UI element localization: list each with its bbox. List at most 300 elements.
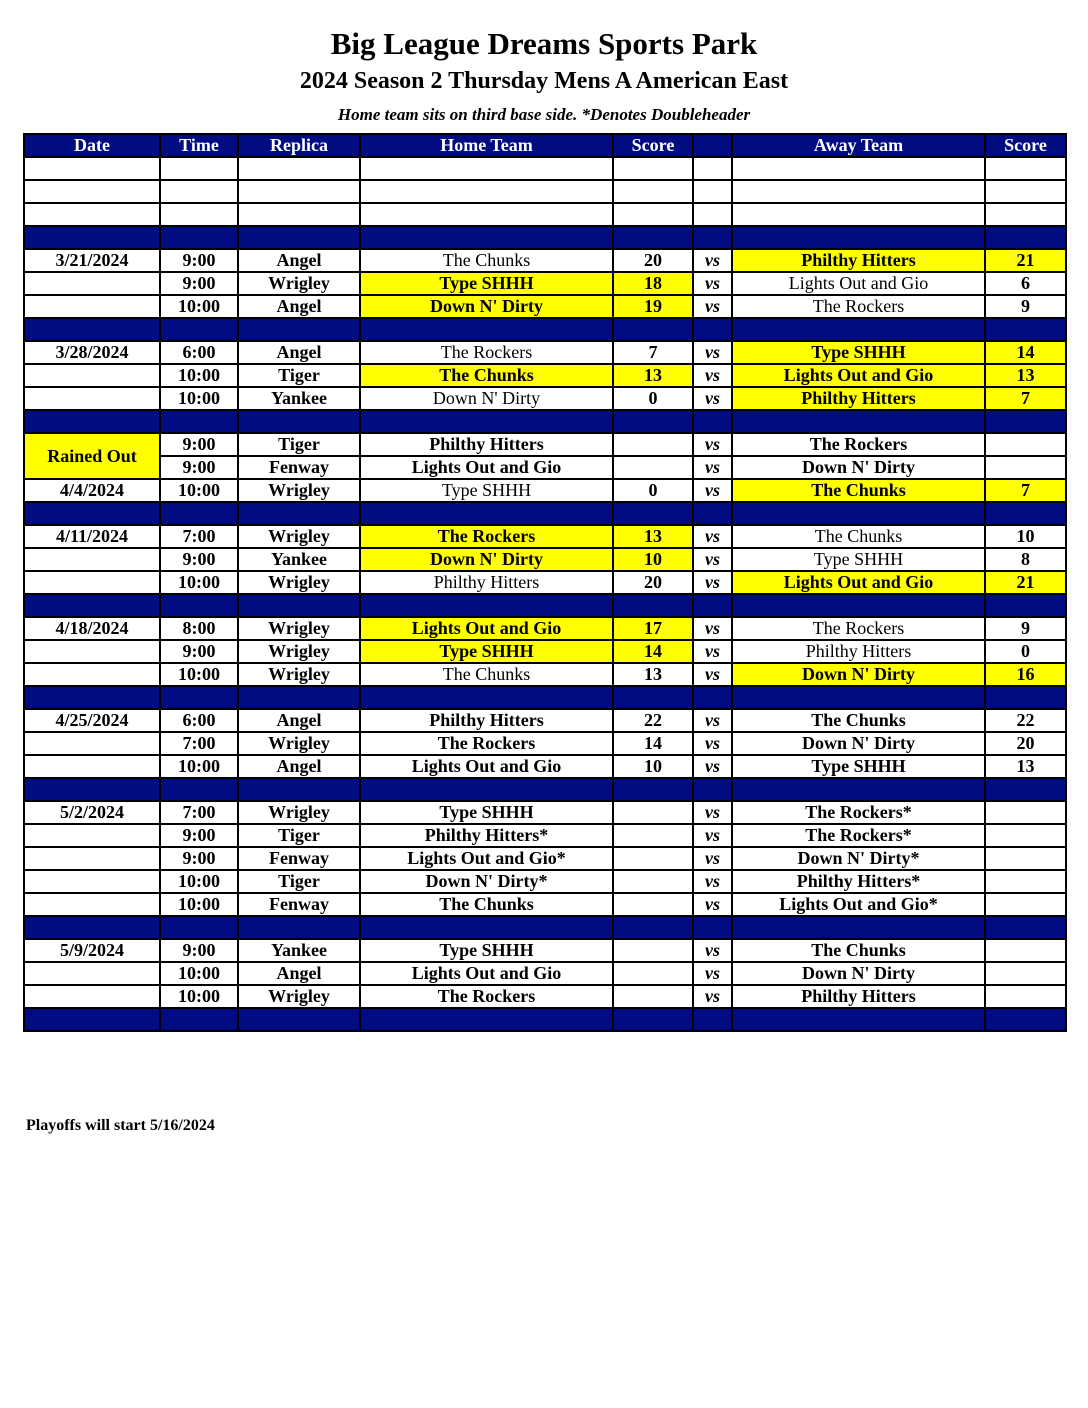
away-team-cell: Lights Out and Gio [732, 272, 985, 295]
vs-cell: vs [693, 272, 732, 295]
home-cell [360, 916, 613, 939]
home-team-cell: Lights Out and Gio [360, 617, 613, 640]
game-row [24, 295, 1066, 318]
home-team-cell: Philthy Hitters [360, 709, 613, 732]
replica-cell: Yankee [238, 387, 360, 410]
separator-row [24, 594, 1066, 617]
home-score-cell: 13 [613, 525, 693, 548]
home-team-cell: Type SHHH [360, 479, 613, 502]
time-cell [160, 686, 238, 709]
time-cell [160, 180, 238, 203]
date-cell [24, 663, 160, 686]
date-cell [24, 272, 160, 295]
time-cell [160, 157, 238, 180]
home-team-cell: The Chunks [360, 893, 613, 916]
away-team-cell: Lights Out and Gio [732, 364, 985, 387]
home-team-cell: Philthy Hitters [360, 571, 613, 594]
away-score-cell: 21 [985, 571, 1066, 594]
col-header-vs [693, 134, 732, 157]
home-score-cell [613, 686, 693, 709]
date-cell [24, 824, 160, 847]
vs-cell: vs [693, 364, 732, 387]
vs-cell: vs [693, 456, 732, 479]
away-score-cell: 10 [985, 525, 1066, 548]
time-cell: 6:00 [160, 709, 238, 732]
date-cell: 4/18/2024 [24, 617, 160, 640]
away-score-cell: 14 [985, 341, 1066, 364]
away-team-cell: Down N' Dirty* [732, 847, 985, 870]
home-score-cell: 7 [613, 341, 693, 364]
home-score-cell: 17 [613, 617, 693, 640]
col-header-time: Time [160, 134, 238, 157]
home-score-cell [613, 226, 693, 249]
home-score-cell [613, 824, 693, 847]
home-team-cell: Lights Out and Gio* [360, 847, 613, 870]
vs-cell: vs [693, 801, 732, 824]
away-team-cell: Philthy Hitters [732, 387, 985, 410]
home-cell [360, 686, 613, 709]
time-cell: 9:00 [160, 456, 238, 479]
replica-cell: Wrigley [238, 801, 360, 824]
game-row [24, 847, 1066, 870]
date-cell [24, 893, 160, 916]
vs-cell: vs [693, 479, 732, 502]
replica-cell: Wrigley [238, 571, 360, 594]
date-cell [24, 502, 160, 525]
away-score-cell: 8 [985, 548, 1066, 571]
replica-cell: Yankee [238, 548, 360, 571]
home-cell [360, 594, 613, 617]
away-team-cell: Type SHHH [732, 341, 985, 364]
home-score-cell [613, 870, 693, 893]
replica-cell: Tiger [238, 824, 360, 847]
home-score-cell: 10 [613, 755, 693, 778]
away-team-cell: The Rockers [732, 295, 985, 318]
replica-cell: Fenway [238, 847, 360, 870]
schedule-table [23, 133, 1067, 1032]
col-header-replica: Replica [238, 134, 360, 157]
away-score-cell [985, 801, 1066, 824]
home-score-cell [613, 847, 693, 870]
game-row [24, 985, 1066, 1008]
home-cell [360, 157, 613, 180]
away-score-cell: 7 [985, 479, 1066, 502]
date-cell [24, 916, 160, 939]
away-score-cell [985, 226, 1066, 249]
replica-cell: Tiger [238, 870, 360, 893]
home-team-cell: Down N' Dirty [360, 548, 613, 571]
time-cell [160, 916, 238, 939]
away-score-cell [985, 157, 1066, 180]
home-cell [360, 410, 613, 433]
away-cell [732, 502, 985, 525]
replica-cell: Angel [238, 962, 360, 985]
home-score-cell: 14 [613, 732, 693, 755]
time-cell [160, 594, 238, 617]
blank-row [24, 180, 1066, 203]
home-score-cell [613, 962, 693, 985]
date-cell [24, 180, 160, 203]
home-cell [360, 226, 613, 249]
away-score-cell [985, 939, 1066, 962]
home-team-cell: Type SHHH [360, 272, 613, 295]
away-score-cell [985, 502, 1066, 525]
game-row [24, 617, 1066, 640]
date-cell [24, 778, 160, 801]
home-team-cell: Lights Out and Gio [360, 962, 613, 985]
away-team-cell: The Chunks [732, 709, 985, 732]
away-team-cell: Lights Out and Gio [732, 571, 985, 594]
away-cell [732, 203, 985, 226]
game-row [24, 801, 1066, 824]
home-score-cell [613, 801, 693, 824]
time-cell: 10:00 [160, 571, 238, 594]
game-row [24, 870, 1066, 893]
replica-cell: Angel [238, 755, 360, 778]
vs-cell [693, 180, 732, 203]
home-score-cell: 20 [613, 249, 693, 272]
home-score-cell: 0 [613, 387, 693, 410]
game-row [24, 732, 1066, 755]
away-team-cell: The Chunks [732, 479, 985, 502]
replica-cell [238, 157, 360, 180]
separator-row [24, 318, 1066, 341]
date-cell [24, 640, 160, 663]
game-row [24, 433, 1066, 456]
vs-cell [693, 778, 732, 801]
time-cell: 9:00 [160, 272, 238, 295]
date-cell [24, 548, 160, 571]
away-score-cell [985, 456, 1066, 479]
vs-cell [693, 1008, 732, 1031]
replica-cell: Angel [238, 249, 360, 272]
time-cell: 9:00 [160, 433, 238, 456]
away-score-cell: 6 [985, 272, 1066, 295]
replica-cell: Angel [238, 295, 360, 318]
away-cell [732, 594, 985, 617]
date-cell [24, 1008, 160, 1031]
date-cell [24, 686, 160, 709]
blank-row [24, 203, 1066, 226]
home-score-cell [613, 318, 693, 341]
replica-cell [238, 686, 360, 709]
replica-cell [238, 778, 360, 801]
vs-cell: vs [693, 663, 732, 686]
replica-cell: Tiger [238, 433, 360, 456]
home-score-cell [613, 410, 693, 433]
separator-row [24, 1008, 1066, 1031]
home-score-cell: 22 [613, 709, 693, 732]
vs-cell: vs [693, 870, 732, 893]
home-team-cell: Lights Out and Gio [360, 456, 613, 479]
away-score-cell [985, 916, 1066, 939]
vs-cell: vs [693, 433, 732, 456]
date-cell [24, 364, 160, 387]
header-row [24, 134, 1066, 157]
vs-cell [693, 410, 732, 433]
home-team-cell: The Chunks [360, 663, 613, 686]
home-team-cell: Type SHHH [360, 801, 613, 824]
game-row [24, 479, 1066, 502]
replica-cell: Wrigley [238, 272, 360, 295]
date-cell [24, 594, 160, 617]
away-score-cell [985, 203, 1066, 226]
date-cell [24, 318, 160, 341]
home-score-cell [613, 203, 693, 226]
vs-cell [693, 686, 732, 709]
game-row [24, 640, 1066, 663]
home-score-cell [613, 594, 693, 617]
replica-cell: Wrigley [238, 525, 360, 548]
replica-cell [238, 203, 360, 226]
home-score-cell: 14 [613, 640, 693, 663]
date-cell: 4/25/2024 [24, 709, 160, 732]
home-team-cell: The Rockers [360, 985, 613, 1008]
away-cell [732, 686, 985, 709]
vs-cell: vs [693, 732, 732, 755]
date-cell: 5/9/2024 [24, 939, 160, 962]
away-team-cell: The Chunks [732, 525, 985, 548]
date-cell: 4/11/2024 [24, 525, 160, 548]
time-cell: 10:00 [160, 870, 238, 893]
home-team-cell: The Chunks [360, 249, 613, 272]
away-team-cell: Philthy Hitters [732, 249, 985, 272]
time-cell: 9:00 [160, 824, 238, 847]
vs-cell: vs [693, 571, 732, 594]
time-cell: 7:00 [160, 732, 238, 755]
away-cell [732, 916, 985, 939]
home-score-cell [613, 502, 693, 525]
vs-cell: vs [693, 824, 732, 847]
time-cell [160, 1008, 238, 1031]
time-cell: 9:00 [160, 640, 238, 663]
date-cell [24, 410, 160, 433]
replica-cell: Fenway [238, 893, 360, 916]
time-cell [160, 318, 238, 341]
home-score-cell: 10 [613, 548, 693, 571]
vs-cell: vs [693, 962, 732, 985]
away-cell [732, 318, 985, 341]
game-row [24, 755, 1066, 778]
date-cell [24, 755, 160, 778]
game-row [24, 525, 1066, 548]
date-cell [24, 226, 160, 249]
away-team-cell: Down N' Dirty [732, 962, 985, 985]
home-team-cell: Philthy Hitters [360, 433, 613, 456]
away-team-cell: Philthy Hitters [732, 640, 985, 663]
replica-cell [238, 318, 360, 341]
playoffs-note: Playoffs will start 5/16/2024 [26, 1117, 215, 1134]
away-team-cell: Type SHHH [732, 755, 985, 778]
page-subtitle: 2024 Season 2 Thursday Mens A American East [299, 68, 789, 94]
away-score-cell [985, 847, 1066, 870]
away-score-cell: 20 [985, 732, 1066, 755]
home-score-cell: 13 [613, 364, 693, 387]
away-score-cell: 0 [985, 640, 1066, 663]
vs-cell [693, 318, 732, 341]
replica-cell: Wrigley [238, 732, 360, 755]
vs-cell [693, 203, 732, 226]
vs-cell [693, 502, 732, 525]
date-cell: 3/28/2024 [24, 341, 160, 364]
vs-cell [693, 226, 732, 249]
home-score-cell: 19 [613, 295, 693, 318]
away-score-cell: 7 [985, 387, 1066, 410]
time-cell [160, 410, 238, 433]
date-cell [24, 571, 160, 594]
col-header-home-team: Home Team [360, 134, 613, 157]
time-cell: 9:00 [160, 249, 238, 272]
away-team-cell: Philthy Hitters [732, 985, 985, 1008]
away-cell [732, 180, 985, 203]
replica-cell [238, 226, 360, 249]
col-header-date: Date [24, 134, 160, 157]
home-team-cell: The Rockers [360, 732, 613, 755]
time-cell: 10:00 [160, 663, 238, 686]
date-cell [24, 387, 160, 410]
time-cell: 10:00 [160, 985, 238, 1008]
home-team-cell: Down N' Dirty [360, 387, 613, 410]
date-cell [24, 203, 160, 226]
replica-cell [238, 594, 360, 617]
date-cell [24, 870, 160, 893]
home-score-cell [613, 893, 693, 916]
vs-cell: vs [693, 755, 732, 778]
away-cell [732, 226, 985, 249]
rained-out-label: Rained Out [24, 433, 160, 479]
game-row [24, 709, 1066, 732]
date-cell: 3/21/2024 [24, 249, 160, 272]
replica-cell: Wrigley [238, 663, 360, 686]
game-row [24, 663, 1066, 686]
home-team-cell: Philthy Hitters* [360, 824, 613, 847]
game-row [24, 341, 1066, 364]
time-cell: 10:00 [160, 364, 238, 387]
vs-cell: vs [693, 525, 732, 548]
away-team-cell: The Rockers* [732, 824, 985, 847]
away-score-cell [985, 318, 1066, 341]
home-score-cell [613, 180, 693, 203]
away-score-cell: 21 [985, 249, 1066, 272]
game-row [24, 456, 1066, 479]
replica-cell [238, 410, 360, 433]
home-score-cell: 18 [613, 272, 693, 295]
home-score-cell [613, 456, 693, 479]
vs-cell: vs [693, 387, 732, 410]
time-cell: 10:00 [160, 893, 238, 916]
time-cell: 10:00 [160, 387, 238, 410]
home-score-cell [613, 1008, 693, 1031]
home-team-cell: Down N' Dirty [360, 295, 613, 318]
replica-cell: Wrigley [238, 640, 360, 663]
home-score-cell: 20 [613, 571, 693, 594]
away-score-cell [985, 180, 1066, 203]
home-score-cell [613, 916, 693, 939]
vs-cell [693, 157, 732, 180]
replica-cell [238, 502, 360, 525]
home-score-cell: 0 [613, 479, 693, 502]
home-team-cell: Down N' Dirty* [360, 870, 613, 893]
away-score-cell [985, 433, 1066, 456]
replica-cell: Wrigley [238, 617, 360, 640]
away-score-cell [985, 985, 1066, 1008]
away-score-cell: 9 [985, 617, 1066, 640]
home-cell [360, 203, 613, 226]
game-row [24, 939, 1066, 962]
replica-cell: Wrigley [238, 985, 360, 1008]
home-score-cell: 13 [613, 663, 693, 686]
time-cell: 10:00 [160, 295, 238, 318]
away-cell [732, 1008, 985, 1031]
home-team-cell: Lights Out and Gio [360, 755, 613, 778]
replica-cell [238, 180, 360, 203]
away-team-cell: Type SHHH [732, 548, 985, 571]
time-cell [160, 778, 238, 801]
time-cell [160, 203, 238, 226]
away-team-cell: Down N' Dirty [732, 732, 985, 755]
home-team-cell: The Rockers [360, 525, 613, 548]
vs-cell: vs [693, 249, 732, 272]
away-score-cell [985, 893, 1066, 916]
schedule-note: Home team sits on third base side. *Denotes Doubleheader [337, 105, 751, 124]
home-score-cell [613, 939, 693, 962]
blank-row [24, 157, 1066, 180]
home-cell [360, 180, 613, 203]
away-team-cell: Down N' Dirty [732, 456, 985, 479]
game-row [24, 962, 1066, 985]
time-cell: 7:00 [160, 801, 238, 824]
away-score-cell: 9 [985, 295, 1066, 318]
home-team-cell: Type SHHH [360, 640, 613, 663]
date-cell [24, 157, 160, 180]
away-score-cell [985, 594, 1066, 617]
date-cell [24, 295, 160, 318]
separator-row [24, 686, 1066, 709]
separator-row [24, 502, 1066, 525]
replica-cell: Wrigley [238, 479, 360, 502]
vs-cell: vs [693, 985, 732, 1008]
home-team-cell: The Rockers [360, 341, 613, 364]
game-row [24, 364, 1066, 387]
away-score-cell [985, 778, 1066, 801]
away-score-cell: 22 [985, 709, 1066, 732]
game-row [24, 387, 1066, 410]
vs-cell: vs [693, 548, 732, 571]
home-cell [360, 318, 613, 341]
separator-row [24, 778, 1066, 801]
time-cell: 6:00 [160, 341, 238, 364]
vs-cell: vs [693, 341, 732, 364]
home-cell [360, 778, 613, 801]
home-cell [360, 1008, 613, 1031]
col-header-away-team: Away Team [732, 134, 985, 157]
away-cell [732, 778, 985, 801]
page-title: Big League Dreams Sports Park [330, 26, 758, 61]
away-score-cell [985, 962, 1066, 985]
vs-cell: vs [693, 295, 732, 318]
vs-cell: vs [693, 893, 732, 916]
date-cell [24, 847, 160, 870]
time-cell: 9:00 [160, 939, 238, 962]
game-row [24, 571, 1066, 594]
time-cell: 7:00 [160, 525, 238, 548]
separator-row [24, 410, 1066, 433]
date-cell: 5/2/2024 [24, 801, 160, 824]
vs-cell: vs [693, 617, 732, 640]
away-team-cell: Philthy Hitters* [732, 870, 985, 893]
away-cell [732, 410, 985, 433]
away-score-cell [985, 824, 1066, 847]
